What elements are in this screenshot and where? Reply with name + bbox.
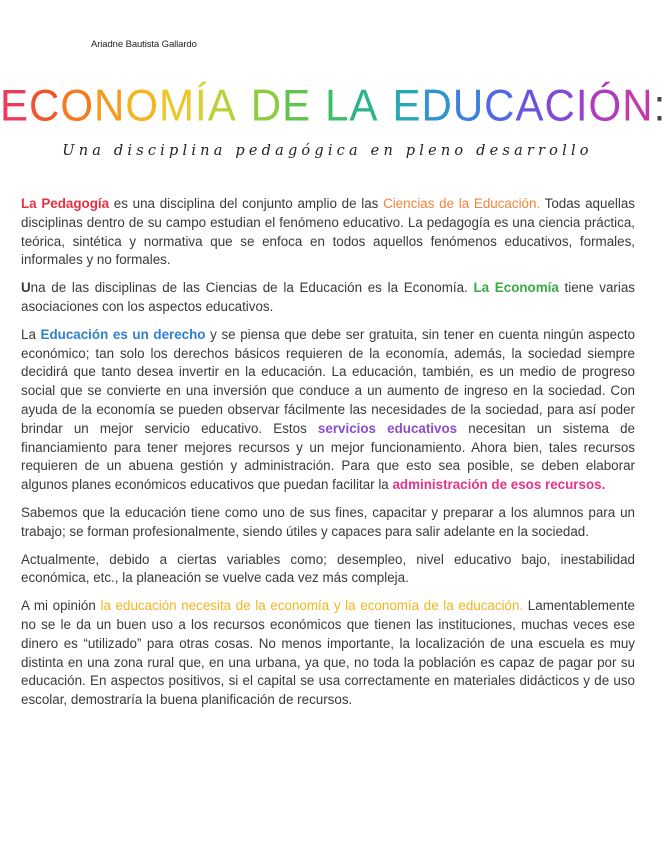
paragraph [21,279,635,317]
title-letter [378,79,392,134]
highlighted-phrase: la educación necesita de la economía y la economía de la educación. [100,598,524,614]
paragraph [21,195,635,270]
paragraph [21,551,635,589]
document-subtitle: Una disciplina pedagógica en pleno desarrollo [62,143,593,159]
title-letter: A [515,80,545,131]
highlighted-phrase: La Economía [473,280,559,296]
title-letter: C [29,80,61,131]
title-letter: O [125,80,160,131]
text-run: Lamentablemente no se le da un buen uso a los recursos económicos que tienen las instituciones, muchas veces ese dinero es “utilizado” para otras cosas. No menos importante, la localización de una escuela es muy distinta en una zona rural que, en una urbana, ya que, no toda la población es capaz de pagar por su educación. En aspectos positivos, si el capital se usa correctamente en materiales didácticos y de uso escolar, demostraría la buena planificación de recursos. [21,598,635,708]
title-letter: O [60,80,95,131]
title-letter: C [484,80,516,131]
title-letter: Í [195,80,208,131]
title-letter: U [452,80,485,131]
text-run: na de las disciplinas de las Ciencias de la Educación es la Economía. [30,280,474,296]
text-run: es una disciplina del conjunto amplio de las [109,196,384,211]
text-run: A mi opinión [21,598,101,614]
highlighted-phrase: servicios educativos [317,420,458,436]
title-letter: D [421,80,453,131]
title-letter: E [282,80,312,131]
text-run: necesitan un sistema de financiamiento para tener mejores recursos y un mejor funcionamiento. Ahora bien, tales recursos requieren de un abuena gestión y administración. Para que esto sea posible, se deben elaborar algunos planes económicos educativos que puedan facilitar la [21,420,635,493]
title-letter: : [653,80,666,131]
text-run: Todas aquellas disciplinas dentro de su campo estudian el fenómeno educativo. La pedagogía es una ciencia práctica, teórica, sintética y normativa que se enfoca en todos aquellos fenómenos educativos, formales, informales y no formales. [21,196,635,268]
paragraph [21,597,635,710]
title-letter: I [575,80,589,131]
title-letter: E [0,80,30,131]
text-run: U [21,280,31,296]
document-body [21,195,635,719]
text-run: tiene varias asociaciones con los aspectos educativos. [21,280,636,314]
paragraph [21,326,635,495]
text-run: Sabemos que la educación tiene como uno de sus fines, capacitar y preparar a los alumnos para un trabajo; se forman profesionalmente, siendo útiles y capaces para salir adelante en la sociedad. [21,504,635,539]
title-letter: Ó [588,80,623,131]
highlighted-phrase: La Pedagogía [21,196,110,211]
document-title [0,79,666,134]
title-letter: N [94,80,126,131]
paragraph [21,504,635,542]
title-letter: D [250,80,283,131]
title-letter: A [349,80,379,131]
title-letter: M [159,80,196,131]
title-letter: N [622,80,654,131]
text-run: Actualmente, debido a ciertas variables como; desempleo, nivel educativo bajo, inestabilidad económica, etc., la planeación se vuelve cada vez más compleja. [21,551,635,586]
text-run: y se piensa que debe ser gratuita, sin tener en cuenta ningún aspecto económico; tan solo los derechos básicos requieren de la economía, además, la sociedad siempre decidirá que tanto desea invertir en la educación. La educación, también, es un medio de progreso social que se convierte en una inversión que conduce a un aumento de ingreso en la sociedad. Con ayuda de la economía se pueden observar fácilmente las necesidades de la sociedad, para así poder brindar un mejor servicio educativo. Estos [21,326,635,436]
author-name: Ariadne Bautista Gallardo [91,39,197,50]
text-run: La [21,326,41,342]
highlighted-phrase: administración de esos recursos. [392,477,606,493]
title-letter: A [207,80,237,131]
title-letter [311,79,325,134]
highlighted-phrase: Ciencias de la Educación. [383,196,541,211]
title-letter: E [392,80,422,131]
title-letter: C [544,80,576,131]
title-letter [237,79,251,134]
highlighted-phrase: Educación es un derecho [40,326,206,342]
title-letter: L [325,80,350,131]
